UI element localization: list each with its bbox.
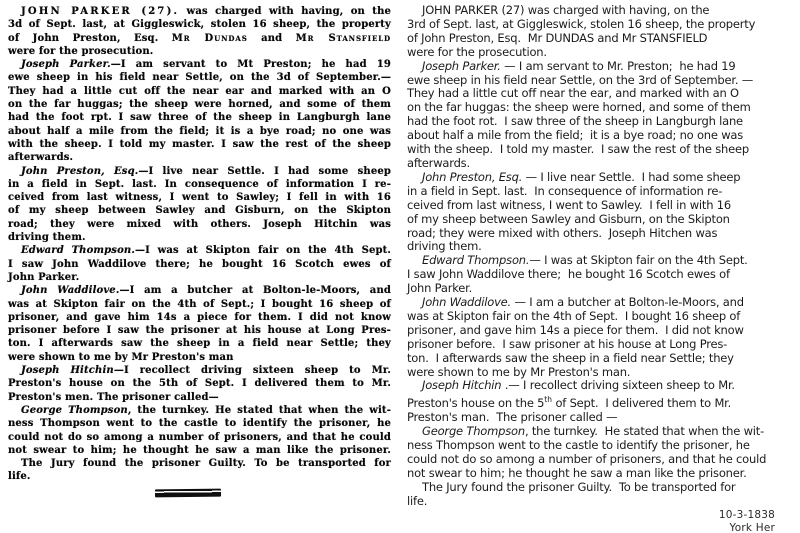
text-segment: Preston's men. The prisoner called— bbox=[8, 391, 219, 403]
text-segment: They had a little cut off the near ear and marked with an O bbox=[8, 85, 391, 97]
text-segment: Joseph Parker. bbox=[21, 59, 111, 71]
text-segment: afterwards. bbox=[407, 155, 470, 170]
paragraph bbox=[8, 364, 391, 404]
text-segment: ceived from last witness, I went to Sawley; I fell in with 16 bbox=[8, 192, 391, 204]
text-line bbox=[8, 404, 391, 417]
text-line bbox=[407, 282, 788, 296]
text-segment: of my sheep between Sawley and Gisburn, on the Skipton bbox=[8, 205, 391, 217]
text-segment: on the far huggas: the sheep were horned, and some of them bbox=[407, 100, 751, 115]
text-segment: —I am a butcher at Bolton-le-Moors, and bbox=[119, 285, 392, 297]
text-segment: was at Skipton fair on the 4th of Sept. I bought 16 sheep of bbox=[407, 308, 741, 323]
text-segment: th bbox=[544, 395, 552, 405]
text-segment: road; they were mixed with others. Joseph Hitchen was bbox=[407, 225, 718, 240]
text-segment: John Waddilove. bbox=[21, 285, 120, 297]
text-line bbox=[8, 5, 391, 18]
text-line bbox=[407, 60, 788, 74]
text-line bbox=[8, 151, 391, 164]
text-line bbox=[407, 74, 788, 88]
text-line bbox=[8, 311, 391, 324]
paragraph bbox=[8, 404, 391, 457]
text-segment: Joseph Hitchin bbox=[21, 365, 114, 377]
text-line bbox=[407, 199, 788, 213]
text-segment: ness Thompson went to the castle to identify the prisoner, he bbox=[407, 437, 750, 452]
text-line bbox=[407, 481, 788, 495]
text-segment: road; they were mixed with others. Joseph Hitchin was bbox=[8, 218, 391, 230]
paragraph bbox=[407, 379, 788, 425]
text-segment: Joseph Parker. bbox=[422, 58, 501, 73]
text-segment: — I was at Skipton fair on the 4th Sept. bbox=[529, 253, 748, 268]
text-segment: had the foot rpt. I saw three of the sheep in Langburgh lane bbox=[8, 112, 391, 124]
text-segment: could not do so among a number of prisoners, and that he could bbox=[407, 451, 767, 466]
text-segment: ton. I afterwards saw the sheep in a field near Settle; they bbox=[407, 350, 734, 365]
paragraph bbox=[407, 481, 788, 509]
text-segment: I saw John Waddilove there; he bought 16 Scotch ewes of bbox=[407, 267, 730, 282]
text-segment: John Preston, Esq. bbox=[422, 169, 523, 184]
text-line bbox=[407, 18, 788, 32]
text-line bbox=[8, 457, 391, 470]
paragraph bbox=[8, 457, 391, 484]
text-line bbox=[407, 101, 788, 115]
text-line bbox=[8, 351, 391, 364]
text-segment: prisoner, and gave him 14s a piece for them. I did not know bbox=[8, 311, 391, 323]
text-line bbox=[407, 254, 788, 268]
text-line bbox=[407, 338, 788, 352]
text-line bbox=[8, 191, 391, 204]
text-line bbox=[8, 444, 391, 457]
text-segment: — I am servant to Mr. Preston; he had 19 bbox=[500, 58, 736, 73]
text-segment: were for the prosecution. bbox=[8, 45, 154, 57]
paragraph bbox=[407, 425, 788, 481]
text-line bbox=[407, 268, 788, 282]
text-segment: life. bbox=[407, 493, 428, 508]
paragraph bbox=[8, 165, 391, 245]
text-segment: Mr Dundas bbox=[171, 32, 248, 44]
original-scan-column-text bbox=[8, 5, 391, 484]
text-line bbox=[8, 111, 391, 124]
text-segment: in a field in Sept. last. In consequence of information I re- bbox=[8, 178, 391, 190]
text-segment: ton. I afterwards saw the sheep in a field near Settle; they bbox=[8, 338, 391, 350]
text-segment: Preston's house on the 5th of Sept. I delivered them to Mr. bbox=[8, 378, 391, 390]
text-segment: in a field in Sept. last. In consequence of information re- bbox=[407, 183, 723, 198]
text-line bbox=[407, 213, 788, 227]
text-line bbox=[407, 425, 788, 439]
text-segment: —I am servant to Mt Preston; he had 19 bbox=[110, 59, 391, 71]
paragraph bbox=[407, 254, 788, 296]
text-line bbox=[407, 352, 788, 366]
text-segment: on the far huggas; the sheep were horned, and some of them bbox=[8, 99, 391, 111]
text-line bbox=[8, 71, 391, 84]
text-line bbox=[8, 58, 391, 71]
text-segment: 3d of Sept. last, at Giggleswick, stolen 16 sheep, the property bbox=[8, 19, 391, 31]
text-segment: Mr Stansfield bbox=[295, 32, 392, 44]
text-line bbox=[8, 431, 391, 444]
text-segment: The Jury found the prisoner Guilty. To be transported for bbox=[21, 458, 391, 470]
text-segment: John Parker. bbox=[8, 271, 80, 283]
text-segment: They had a little cut off near the ear, and marked with an O bbox=[407, 86, 739, 101]
text-segment: Preston's house on the 5 bbox=[407, 396, 545, 411]
clipping-footer bbox=[407, 509, 788, 533]
text-segment: of my sheep between Sawley and Gisburn, on the Skipton bbox=[407, 211, 730, 226]
text-segment: not swear to him; he thought he saw a man like the prisoner. bbox=[8, 444, 391, 456]
text-line bbox=[407, 411, 788, 425]
paragraph bbox=[8, 5, 391, 58]
text-segment: Preston's man. The prisoner called — bbox=[407, 410, 618, 425]
text-line bbox=[8, 258, 391, 271]
text-line bbox=[8, 218, 391, 231]
text-segment: Joseph Hitchin bbox=[422, 378, 502, 393]
text-segment: , the turnkey. He stated that when the wit- bbox=[127, 404, 392, 416]
text-line bbox=[407, 115, 788, 129]
text-line bbox=[8, 271, 391, 284]
text-line bbox=[407, 379, 788, 393]
text-segment: George Thompson bbox=[21, 404, 128, 416]
paragraph bbox=[8, 284, 391, 364]
paragraph bbox=[407, 171, 788, 254]
text-line bbox=[8, 98, 391, 111]
transcription-column bbox=[400, 0, 800, 533]
text-line bbox=[407, 366, 788, 380]
text-line bbox=[8, 231, 391, 244]
text-segment: with the sheep. I told my master. I saw the rest of the sheep bbox=[8, 138, 391, 150]
text-segment: JOHN PARKER (27). bbox=[21, 6, 180, 17]
text-segment: of Sept. I delivered them to Mr. bbox=[551, 396, 732, 411]
text-segment: of John Preston, Esq. Mr DUNDAS and Mr STANSFIELD bbox=[407, 30, 708, 45]
text-segment: .— I recollect driving sixteen sheep to Mr. bbox=[501, 378, 735, 393]
text-segment: were shown to me by Mr Preston's man. bbox=[407, 364, 631, 379]
text-line bbox=[8, 204, 391, 217]
text-segment: was charged with having, on the bbox=[179, 6, 392, 17]
text-line bbox=[407, 227, 788, 241]
text-segment: life. bbox=[8, 471, 31, 483]
text-segment: JOHN PARKER (27) was charged with having, on the bbox=[422, 3, 710, 17]
text-segment: — I live near Settle. I had some sheep bbox=[522, 169, 741, 184]
text-segment: prisoner before. I saw prisoner at his house at Long Pres- bbox=[407, 336, 728, 351]
text-segment: not swear to him; he thought he saw a man like the prisoner. bbox=[407, 465, 747, 480]
text-segment: were shown to me by Mr Preston's man bbox=[8, 351, 234, 363]
text-segment: with the sheep. I told my master. I saw the rest of the sheep bbox=[407, 142, 749, 157]
text-line bbox=[8, 165, 391, 178]
clipping-date: 10-3-1838 bbox=[718, 509, 775, 522]
paragraph bbox=[8, 58, 391, 164]
text-line bbox=[407, 32, 788, 46]
text-line bbox=[407, 439, 788, 453]
paragraph bbox=[8, 244, 391, 284]
text-segment: The Jury found the prisoner Guilty. To be transported for bbox=[422, 479, 736, 494]
text-segment: was at Skipton fair on the 4th of Sept.; I bought 16 sheep of bbox=[8, 298, 391, 310]
text-line bbox=[8, 337, 391, 350]
text-line bbox=[407, 240, 788, 254]
text-segment: John Parker. bbox=[407, 281, 473, 296]
text-line bbox=[407, 467, 788, 481]
text-line bbox=[8, 45, 391, 58]
text-line bbox=[407, 143, 788, 157]
text-line bbox=[8, 85, 391, 98]
text-segment: prisoner, and gave him 14s a piece for them. I did not know bbox=[407, 322, 744, 337]
text-segment: about half a mile from the field; it is a bye road; no one was bbox=[407, 128, 744, 143]
text-line bbox=[8, 417, 391, 430]
text-line bbox=[407, 157, 788, 171]
text-line bbox=[8, 298, 391, 311]
text-segment: I saw John Waddilove there; he bought 16 Scotch ewes of bbox=[8, 258, 391, 270]
text-line bbox=[8, 324, 391, 337]
text-segment: 3rd of Sept. last, at Giggleswick, stolen 16 sheep, the property bbox=[407, 16, 756, 31]
transcription-column-text bbox=[407, 4, 788, 508]
text-segment: were for the prosecution. bbox=[407, 44, 547, 59]
text-segment: —I was at Skipton fair on the 4th Sept. bbox=[134, 245, 391, 257]
clipping-source: York Her bbox=[729, 522, 775, 533]
text-line bbox=[407, 296, 788, 310]
text-segment: driving them. bbox=[8, 232, 86, 244]
text-line bbox=[407, 393, 788, 411]
text-line bbox=[8, 18, 391, 31]
text-line bbox=[407, 4, 788, 18]
text-segment: Edward Thompson. bbox=[21, 245, 135, 257]
text-line bbox=[407, 185, 788, 199]
text-line bbox=[407, 129, 788, 143]
text-segment: ness Thompson went to the castle to identify the prisoner, he bbox=[8, 418, 391, 430]
text-segment: prisoner before I saw the prisoner at his house at Long Pres- bbox=[8, 325, 391, 337]
text-line bbox=[8, 377, 391, 390]
text-segment: driving them. bbox=[407, 239, 482, 254]
text-line bbox=[8, 470, 391, 483]
text-line bbox=[8, 138, 391, 151]
paragraph bbox=[407, 60, 788, 171]
text-line bbox=[407, 171, 788, 185]
paragraph bbox=[407, 4, 788, 60]
text-line bbox=[407, 324, 788, 338]
text-line bbox=[8, 364, 391, 377]
text-segment: —I live near Settle. I had some sheep bbox=[138, 165, 391, 177]
text-line bbox=[8, 284, 391, 297]
text-line bbox=[407, 87, 788, 101]
paragraph bbox=[407, 296, 788, 379]
article-end-rule bbox=[155, 488, 221, 497]
text-segment: afterwards. bbox=[8, 152, 74, 164]
text-line bbox=[407, 46, 788, 60]
text-segment: ceived from last witness, I went to Sawley. I fell in with 16 bbox=[407, 197, 731, 212]
text-segment: ewe sheep in his field near Settle, on the 3rd of September. — bbox=[407, 72, 754, 87]
text-line bbox=[8, 178, 391, 191]
text-segment: ewe sheep in his field near Settle, on the 3d of September.— bbox=[8, 72, 391, 84]
text-line bbox=[8, 244, 391, 257]
text-segment: — I am a butcher at Bolton-le-Moors, and bbox=[511, 295, 744, 310]
text-segment: George Thompson bbox=[422, 424, 525, 439]
text-segment: , the turnkey. He stated that when the wit- bbox=[524, 424, 765, 439]
text-segment: and bbox=[247, 32, 296, 44]
text-segment: about half a mile from the field; it is a bye road; no one was bbox=[8, 125, 391, 137]
text-segment: of John Preston, Esq. bbox=[8, 32, 172, 44]
text-line bbox=[407, 310, 788, 324]
text-segment: had the foot rot. I saw three of the sheep in Langburgh lane bbox=[407, 114, 743, 129]
text-line bbox=[407, 453, 788, 467]
text-segment: John Preston, Esq. bbox=[21, 165, 139, 177]
text-segment: John Waddilove. bbox=[422, 295, 512, 310]
text-line bbox=[8, 32, 391, 45]
text-segment: Edward Thompson. bbox=[422, 253, 530, 268]
text-segment: could not do so among a number of prisoners, and that he could bbox=[8, 431, 391, 443]
text-segment: —I recollect driving sixteen sheep to Mr. bbox=[113, 365, 391, 377]
text-line bbox=[8, 391, 391, 404]
text-line bbox=[407, 495, 788, 509]
text-line bbox=[8, 125, 391, 138]
